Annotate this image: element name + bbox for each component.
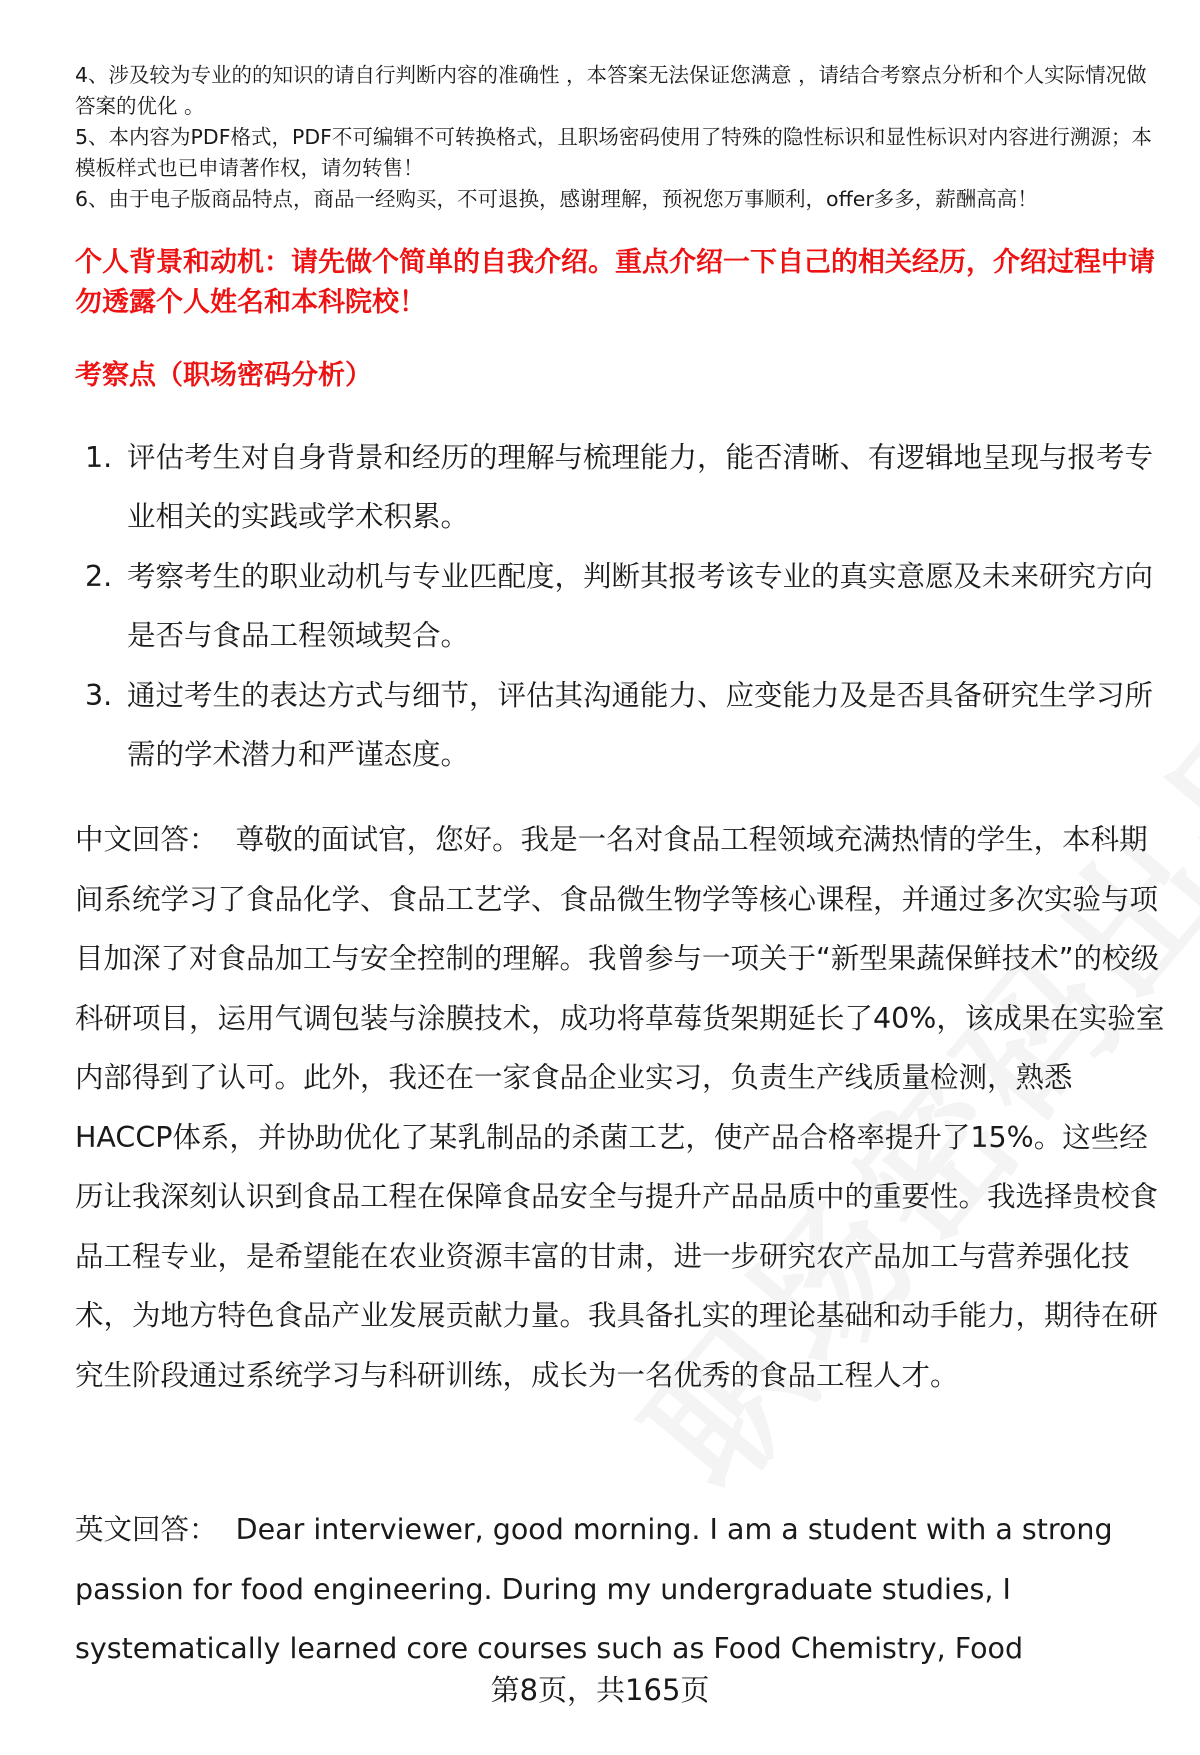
chinese-answer-label: 中文回答： (75, 823, 218, 856)
note-item: 4、涉及较为专业的的知识的请自行判断内容的准确性 ，本答案无法保证您满意 ，请结合考察点分析和个人实际情况做答案的优化 。 (75, 63, 1147, 118)
assessment-point (75, 666, 1155, 784)
point-number: 3. (85, 679, 113, 712)
chinese-answer (75, 810, 1165, 1405)
point-text: 评估考生对自身背景和经历的理解与梳理能力，能否清晰、有逻辑地呈现与报考专业相关的实践或学术积累。 (127, 441, 1154, 533)
section-title: 个人背景和动机：请先做个简单的自我介绍。重点介绍一下自己的相关经历，介绍过程中请勿透露个人姓名和本科院校！ (75, 247, 1155, 318)
page-number: 第8页，共165页 (490, 1673, 710, 1707)
section-subtitle: 考察点（职场密码分析） (75, 360, 372, 391)
notes-block (75, 60, 1165, 215)
english-answer (75, 1500, 1165, 1679)
english-answer-label: 英文回答： (75, 1513, 218, 1546)
note-item: 6、由于电子版商品特点，商品一经购买，不可退换，感谢理解，预祝您万事顺利，offer多多，薪酬高高！ (75, 187, 1038, 211)
point-text: 考察考生的职业动机与专业匹配度，判断其报考该专业的真实意愿及未来研究方向是否与食品工程领域契合。 (127, 560, 1154, 652)
assessment-point (75, 428, 1155, 546)
chinese-answer-text: 尊敬的面试官，您好。我是一名对食品工程领域充满热情的学生，本科期间系统学习了食品化学、食品工艺学、食品微生物学等核心课程，并通过多次实验与项目加深了对食品加工与安全控制的理解。我曾参与一项关于“新型果蔬保鲜技术”的校级科研项目，运用气调包装与涂膜技术，成功将草莓货架期延长了40%，该成果在实验室内部得到了认可。此外，我还在一家食品企业实习，负责生产线质量检测，熟悉HACCP体系，并协助优化了某乳制品的杀菌工艺，使产品合格率提升了15%。这些经历让我深刻认识到食品工程在保障食品安全与提升产品品质中的重要性。我选择贵校食品工程专业，是希望能在农业资源丰富的甘肃，进一步研究农产品加工与营养强化技术，为地方特色食品产业发展贡献力量。我具备扎实的理论基础和动手能力，期待在研究生阶段通过系统学习与科研训练，成长为一名优秀的食品工程人才。 (75, 823, 1165, 1392)
assessment-points-list (75, 428, 1155, 785)
point-text: 通过考生的表达方式与细节，评估其沟通能力、应变能力及是否具备研究生学习所需的学术潜力和严谨态度。 (127, 679, 1154, 771)
note-item: 5、本内容为PDF格式，PDF不可编辑不可转换格式，且职场密码使用了特殊的隐性标识和显性标识对内容进行溯源；本模板样式也已申请著作权，请勿转售！ (75, 125, 1152, 180)
english-answer-text: Dear interviewer, good morning. I am a student with a strong passion for food engineering. During my undergraduate studies, I systematically learned core courses such as Food Chemistry, Food (75, 1513, 1113, 1665)
assessment-point (75, 547, 1155, 665)
point-number: 1. (85, 441, 113, 474)
point-number: 2. (85, 560, 113, 593)
